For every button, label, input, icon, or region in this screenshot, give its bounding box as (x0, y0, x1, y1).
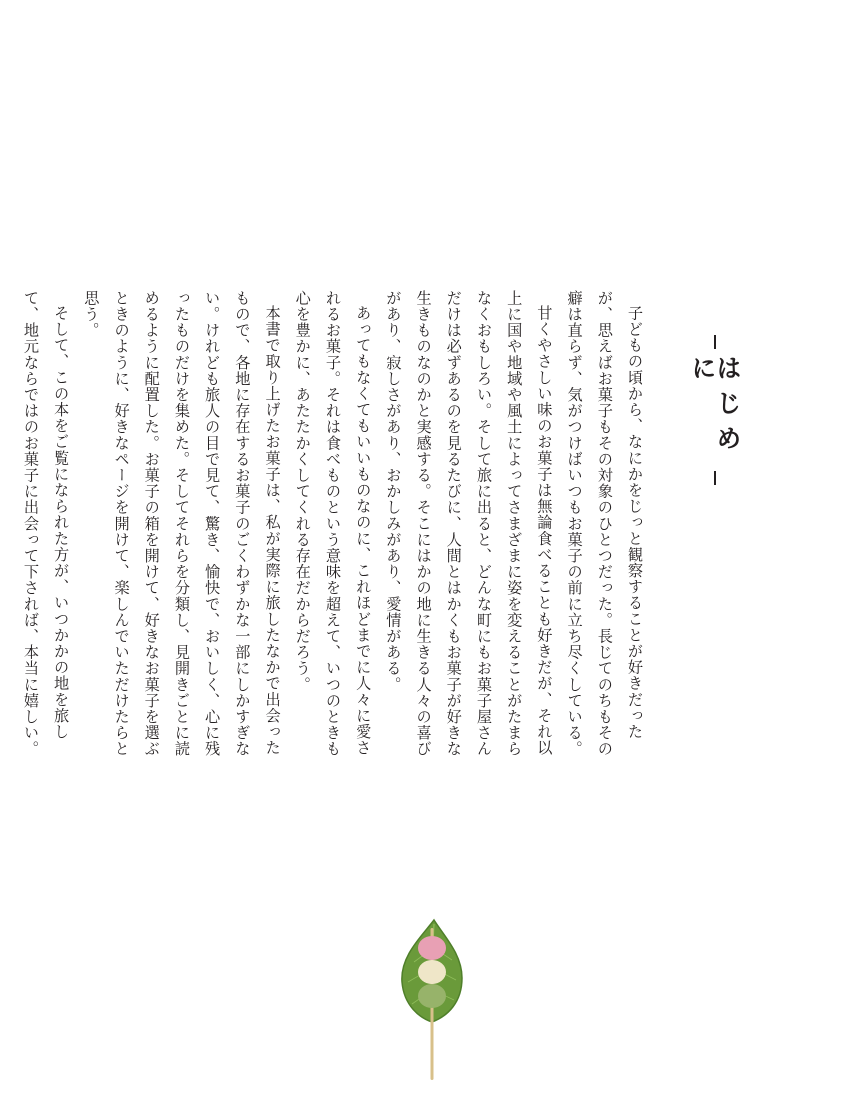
paragraph-2: 甘くやさしい味のお菓子は無論食べることも好きだが、それ以上に国や地域や風土によってさまざまに姿を変えることがたまらなくおもしろい。そして旅に出ると、どんな町にもお菓子屋さんだけは必ずあるのを見るたびに、人間とはかくもお菓子が好きな生きものなのかと実感する。そこにはかの地に生きる人々の喜びがあり、寂しさがあり、おかしみがあり、愛情がある。 (384, 290, 554, 757)
title-rule-bottom (714, 471, 716, 485)
dango-on-leaf-illustration (392, 918, 472, 1083)
body-text (16, 290, 650, 760)
paragraph-5: そして、この本をご覧になられた方が、いつかかの地を旅して、地元ならではのお菓子に出会って下されば、本当に嬉しい。 (21, 290, 71, 757)
dango-green (418, 984, 446, 1008)
title-block (688, 335, 742, 485)
page-title: はじめに (688, 355, 742, 461)
dango-white (418, 960, 446, 984)
dango-pink (418, 936, 446, 960)
paragraph-3: あってもなくてもいいものなのに、これほどまでに人々に愛されるお菓子。それは食べものという意味を超えて、いつのときも心を豊かに、あたたかくしてくれる存在だからだろう。 (293, 290, 373, 757)
paragraph-1: 子どもの頃から、なにかをじっと観察することが好きだったが、思えばお菓子もその対象のひとつだった。長じてのちもその癖は直らず、気がつけばいつもお菓子の前に立ち尽くしている。 (565, 290, 644, 757)
title-rule-top (714, 335, 716, 349)
paragraph-4: 本書で取り上げたお菓子は、私が実際に旅したなかで出会ったもので、各地に存在するお菓子のごくわずかな一部にしかすぎない。けれども旅人の目で見て、驚き、愉快で、おいしく、心に残ったものだけを集めた。そしてそれらを分類し、見開きごとに読めるように配置した。お菓子の箱を開けて、好きなお菓子を選ぶときのように、好きなページを開けて、楽しんでいただけたらと思う。 (82, 290, 282, 757)
